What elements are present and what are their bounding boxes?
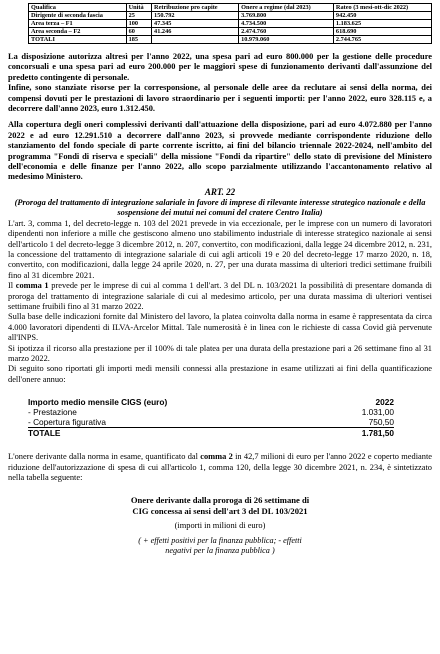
cigs-amounts-table <box>28 397 394 438</box>
table-cell: Dirigente di seconda fascia <box>29 12 127 20</box>
article-subtitle: (Proroga del trattamento di integrazione salariale in favore di imprese di rilevante interesse strategico nazionale e della sospensione dei mutui nei comuni del cratere Centro Italia) <box>14 197 426 218</box>
table-cell: 185 <box>126 36 151 44</box>
legend-note: ( + effetti positivi per la finanza pubblica; - effetti <box>138 535 302 545</box>
table-header-cell: Unità <box>126 4 151 12</box>
text-span: prevede per le imprese di cui al comma 1 dell'art. 3 del DL n. 103/2021 la possibilità di presentare domanda di proroga del trattamento di integrazione salariale di cui al medesimo articolo, per una durata massima di ulteriori ventisei settimane fruibili fino al 31 marzo 2022. <box>8 281 432 311</box>
table-cell: Area terza – F1 <box>29 20 127 28</box>
table-cell: 2.744.765 <box>333 36 431 44</box>
staff-cost-table <box>28 3 432 44</box>
table-cell: 750,50 <box>325 417 394 428</box>
table-cell: - Copertura figurativa <box>28 417 325 428</box>
paragraph: Sulla base delle indicazioni fornite dal Ministero del lavoro, la platea coinvolta dalla norma in esame è rappresentata da circa 4.000 lavoratori dipendenti di ILVA-Arcelor Mittal. Tale numerosità è in linea con le richieste di cassa Covid già pervenute all'INPS. <box>8 312 432 343</box>
table-header-cell: Qualifica <box>29 4 127 12</box>
bold-span: comma 1 <box>15 281 49 291</box>
table-cell: - Prestazione <box>28 407 77 418</box>
table-header-row <box>29 4 432 12</box>
table-cell: 3.769.800 <box>239 12 334 20</box>
table-cell: 618.690 <box>333 28 431 36</box>
table-cell: 942.450 <box>333 12 431 20</box>
table-cell: TOTALI <box>29 36 127 44</box>
units-note: (importi in milioni di euro) <box>174 521 266 531</box>
table-cell: 150.792 <box>152 12 239 20</box>
table-cell: 25 <box>126 12 151 20</box>
paragraph: Alla copertura degli oneri complessivi derivanti dall'attuazione della disposizione, pari ad euro 4.072.880 per l'anno 2022 e ad euro 12.291.510 a decorrere dall'anno 2023, si provvede mediante corrispondente riduzione dello stanziamento del fondo speciale di parte corrente iscritto, ai fini del bilancio triennale 2022-2024, nell'ambito del programma "Fondi di riserva e speciali" della missione "Fondi da ripartire" dello stato di previsione del Ministero dell'economia e delle finanze per l'anno 2022, allo scopo parzialmente utilizzando l'accantonamento relativo al medesimo Ministero. <box>8 120 432 182</box>
text-span: L'onere derivante dalla norma in esame, quantificato dal <box>8 452 201 462</box>
paragraph: L'art. 3, comma 1, del decreto-legge n. 103 del 2021 prevede in via eccezionale, per le imprese con un numero di lavoratori dipendenti non inferiore a mille che gestiscono almeno uno stabilimento industriale di interesse strategico nazionale ai sensi dell'articolo 1 del decreto-legge 3 dicembre 2012, n. 207, convertito, con modificazioni, dalla legge 24 dicembre 2012, n. 231, la concessione del trattamento di integrazione salariale di cui agli articoli 19 e 20 del decreto-legge 17 marzo 2020, n. 18, convertito, con modificazioni, dalla legge 24 aprile 2020, n. 27, per una durata massima di ulteriori tredici settimane fruibili fino al 31 dicembre 2021. <box>8 218 432 280</box>
paragraph: Infine, sono stanziate risorse per la corresponsione, al personale delle aree da reclutare ai sensi della norma, dei compensi dovuti per le prestazioni di lavoro straordinario per i seguenti importi: per l'anno 2022, euro 328.115 e, a decorrere dall'anno 2023, euro 1.312.450. <box>8 83 432 114</box>
table-cell: Area seconda – F2 <box>29 28 127 36</box>
table-row <box>28 417 394 428</box>
bold-span: comma 2 <box>200 452 233 462</box>
table-row <box>29 20 432 28</box>
table-cell: 4.734.500 <box>239 20 334 28</box>
legend-note: negativi per la finanza pubblica ) <box>165 545 275 555</box>
table-total-row <box>29 36 432 44</box>
table-cell <box>152 36 239 44</box>
table-header-cell: Importo medio mensile CIGS (euro) <box>28 397 168 408</box>
table-cell: 100 <box>126 20 151 28</box>
table-row <box>29 12 432 20</box>
table-header-cell: Retribuzione pro capite <box>152 4 239 12</box>
text-span: Il <box>8 281 16 291</box>
table-cell: 1.781,50 <box>361 428 394 439</box>
text-span: in 42,7 milioni di euro per l'anno 2022 e coperto mediante riduzione dell'autorizzazione di spesa di cui all'articolo 1, comma 120, della legge 30 dicembre 2021, n. 234, è sintetizzato nella tabella seguente: <box>8 452 432 482</box>
table-header-row <box>28 397 394 407</box>
table-cell: 1.031,00 <box>361 407 394 418</box>
paragraph: La disposizione autorizza altresì per l'anno 2022, una spesa pari ad euro 800.000 per la gestione delle procedure concorsuali e una spesa pari ad euro 200.000 per le maggiori spese di funzionamento derivanti dall'assunzione del predetto contingente di personale. <box>8 52 432 82</box>
footer-title: Onere derivante dalla proroga di 26 settimane di <box>130 495 310 506</box>
table-cell: 2.474.760 <box>239 28 334 36</box>
table-cell: 47.345 <box>152 20 239 28</box>
table-cell: 60 <box>126 28 151 36</box>
table-row <box>28 407 394 417</box>
paragraph <box>8 281 432 312</box>
table-header-cell: 2022 <box>375 397 394 408</box>
paragraph <box>8 452 432 483</box>
paragraph: Si ipotizza il ricorso alla prestazione per il 100% di tale platea per una durata della prestazione pari a 26 settimane fino al 31 marzo 2022. <box>8 343 432 363</box>
table-cell: 1.183.625 <box>333 20 431 28</box>
footer-title: CIG concessa ai sensi dell'art 3 del DL 103/2021 <box>132 505 308 516</box>
table-cell: TOTALE <box>28 428 61 439</box>
table-cell: 41.246 <box>152 28 239 36</box>
paragraph: Di seguito sono riportati gli importi medi mensili connessi alla prestazione in esame utilizzati ai fini della quantificazione dell'onere annuo: <box>8 364 432 384</box>
table-header-cell: Rateo (3 mesi-ott-dic 2022) <box>333 4 431 12</box>
table-total-row <box>28 428 394 439</box>
table-cell: 10.979.060 <box>239 36 334 44</box>
table-header-cell: Onere a regime (dal 2023) <box>239 4 334 12</box>
table-row <box>29 28 432 36</box>
article-title: ART. 22 <box>204 186 236 197</box>
